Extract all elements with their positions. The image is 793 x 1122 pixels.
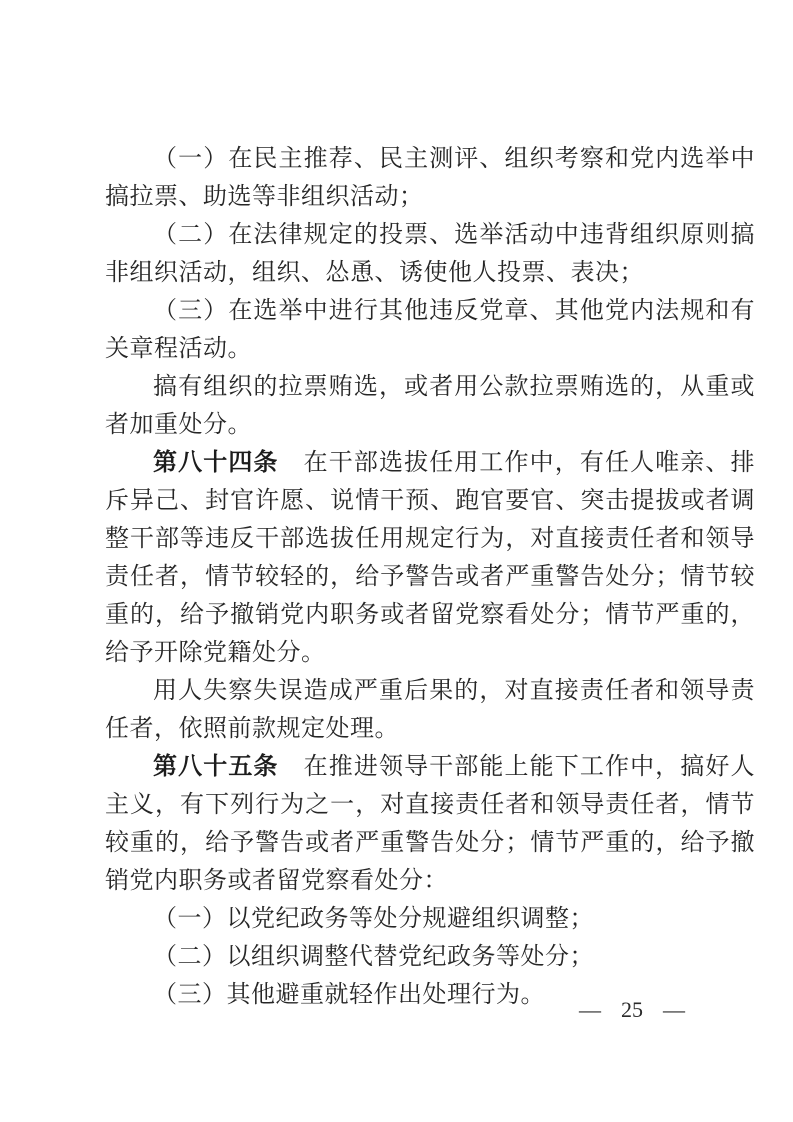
footer-right-dash: — [663,997,685,1022]
article-84-number: 第八十四条 [153,449,279,476]
clause-text: （一）以党纪政务等处分规避组织调整； [153,906,594,932]
clause-item-85-2 [105,938,755,976]
paragraph-text: 搞有组织的拉票贿选，或者用公款拉票贿选的，从重或者加重处分。 [105,374,755,438]
article-84-text: 在干部选拔任用工作中，有任人唯亲、排斥异己、封官许愿、说情干预、跑官要官、突击提拔或者调整干部等违反干部选拔任用规定行为，对直接责任者和领导责任者，情节较轻的，给予警告或者严重警告处分；情节较重的，给予撤销党内职务或者留党察看处分；情节严重的，给予开除党籍处分。 [105,450,756,666]
clause-text: （一）在民主推荐、民主测评、组织考察和党内选举中搞拉票、助选等非组织活动； [105,146,755,210]
document-body [105,140,755,1014]
paragraph-negligence [105,672,755,748]
clause-text: （三）其他避重就轻作出处理行为。 [153,982,545,1008]
article-85-paragraph [105,748,755,900]
clause-text: （三）在选举中进行其他违反党章、其他党内法规和有关章程活动。 [105,298,755,362]
clause-text: （二）在法律规定的投票、选举活动中违背组织原则搞非组织活动，组织、怂恿、诱使他人投票、表决； [105,222,755,286]
clause-item-1 [105,140,755,216]
page-footer [579,997,685,1023]
article-85-number: 第八十五条 [153,753,279,780]
page-number: 25 [621,997,643,1022]
clause-item-2 [105,216,755,292]
clause-text: （二）以组织调整代替党纪政务等处分； [153,944,594,970]
article-84-paragraph [105,444,755,672]
article-85-text: 在推进领导干部能上能下工作中，搞好人主义，有下列行为之一，对直接责任者和领导责任者，情节较重的，给予警告或者严重警告处分；情节严重的，给予撤销党内职务或者留党察看处分： [105,754,756,894]
footer-left-dash: — [579,997,601,1022]
clause-item-85-1 [105,900,755,938]
paragraph-text: 用人失察失误造成严重后果的，对直接责任者和领导责任者，依照前款规定处理。 [105,678,755,742]
paragraph-aggravating [105,368,755,444]
clause-item-3 [105,292,755,368]
